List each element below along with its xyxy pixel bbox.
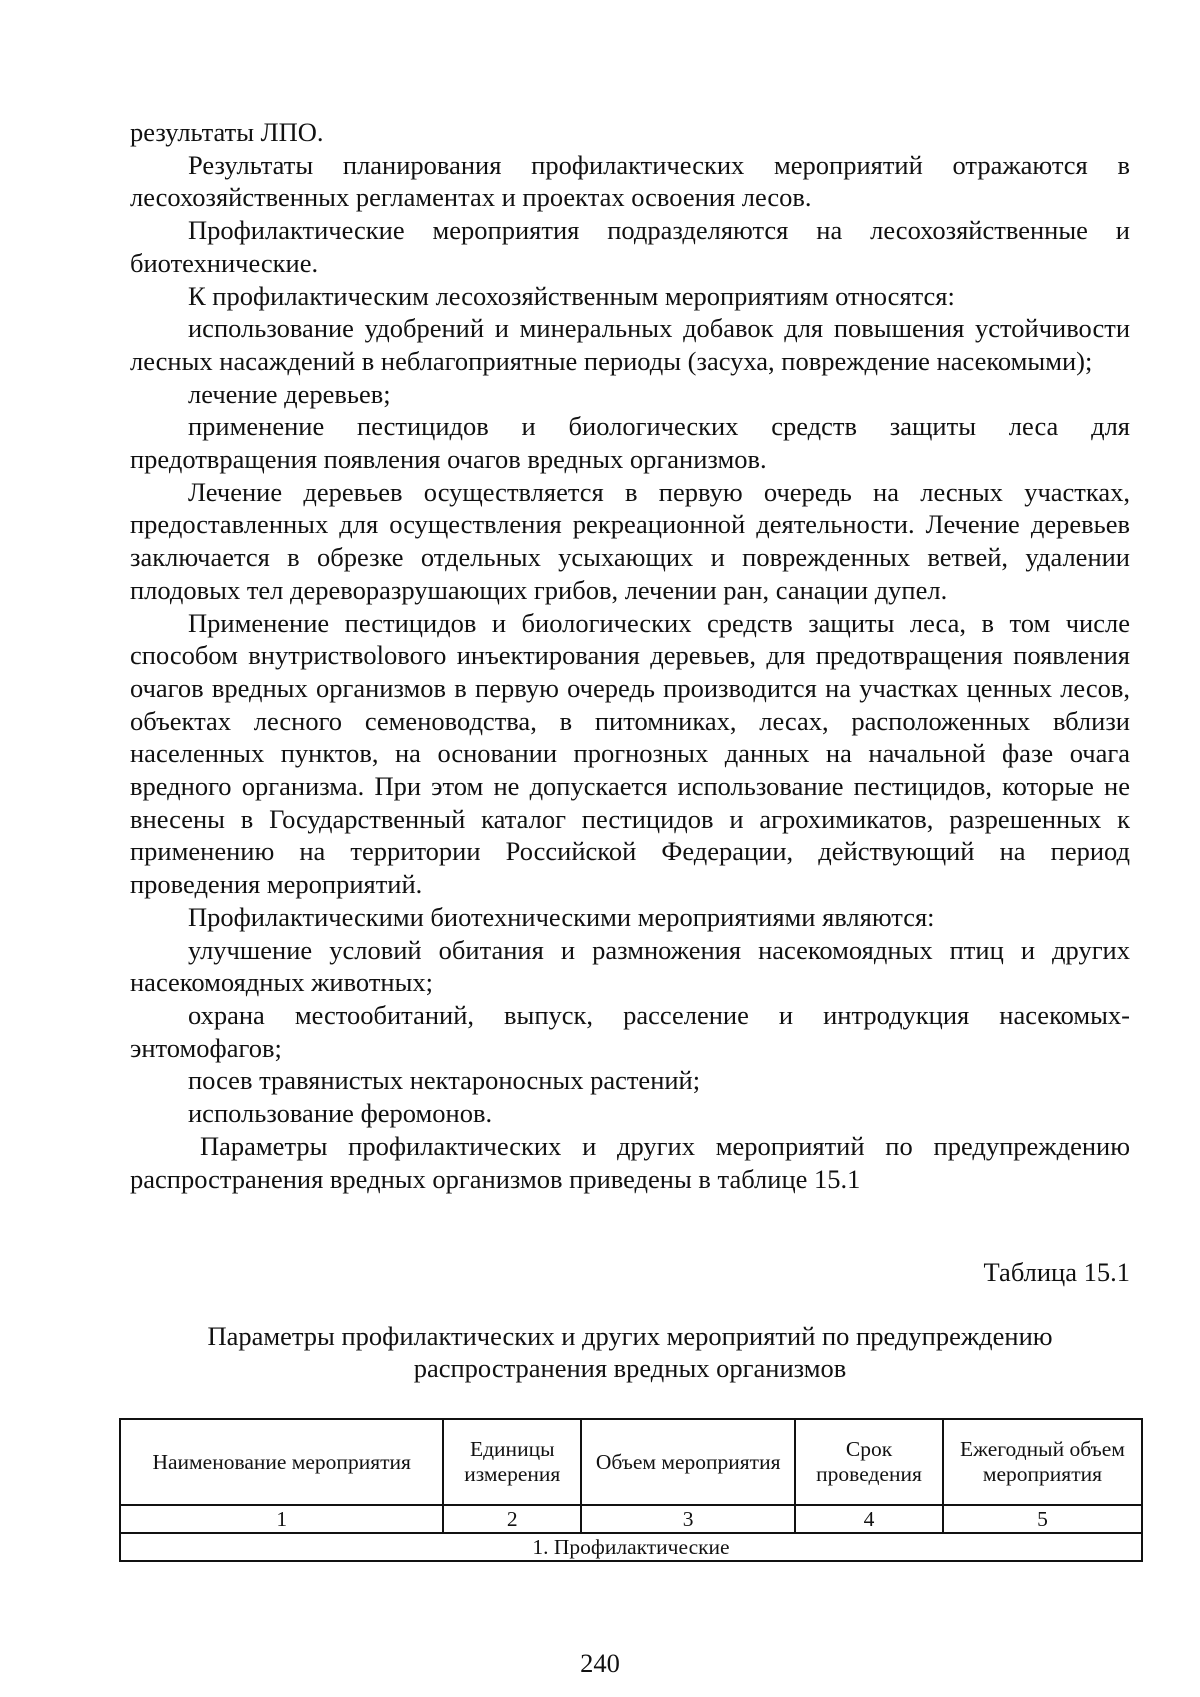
body-text (130, 116, 1130, 1195)
section-title-cell: 1. Профилактические (120, 1533, 1142, 1561)
paragraph: использование феромонов. (188, 1098, 493, 1129)
column-number-cell: 3 (581, 1505, 795, 1533)
table-title-line-2: распространения вредных организмов (413, 1353, 847, 1383)
paragraph: лечение деревьев; (188, 378, 391, 409)
paragraph: Результаты планирования профилактических мероприятий отражаются в лесохозяйственных регламентах и проектах освоения лесов. (130, 149, 1130, 213)
parameters-table (119, 1418, 1143, 1562)
paragraph: Профилактическими биотехническими мероприятиями являются: (188, 901, 935, 932)
header-cell-annual-volume: Ежегодный объем мероприятия (943, 1419, 1142, 1505)
column-number-cell: 4 (795, 1505, 943, 1533)
header-cell-period: Срок проведения (795, 1419, 943, 1505)
paragraph: Профилактические мероприятия подразделяются на лесохозяйственные и биотехнические. (130, 215, 1130, 278)
table-column-numbers-row (120, 1505, 1142, 1533)
table-caption: Таблица 15.1 (983, 1257, 1130, 1287)
header-cell-volume: Объем мероприятия (581, 1419, 795, 1505)
page-number: 240 (580, 1648, 620, 1678)
table-section-row (120, 1533, 1142, 1561)
paragraph: применение пестицидов и биологических средств защиты леса для предотвращения появления очагов вредных организмов. (130, 411, 1130, 475)
table-title (130, 1320, 1130, 1384)
paragraph: использование удобрений и минеральных добавок для повышения устойчивости лесных насаждений в неблагоприятные периоды (засуха, повреждение насекомыми); (130, 313, 1130, 376)
header-cell-name: Наименование мероприятия (120, 1419, 443, 1505)
column-number-cell: 5 (943, 1505, 1142, 1533)
column-number-cell: 2 (443, 1505, 581, 1533)
paragraph: Применение пестицидов и биологических средств защиты леса, в том числе способом внутриствolового инъектирования деревьев, для предотвращения появления очагов вредных организмов в первую очередь производится на участках ценных лесов, объектах лесного семеноводства, в питомниках, лесах, расположенных вблизи населенных пунктов, на основании прогнозных данных на начальной фазе очага вредного организма. При этом не допускается использование пестицидов, которые не внесены в Государственный каталог пестицидов и агрохимикатов, разрешенных к применению на территории Российской Федерации, действующий на период проведения мероприятий. (130, 607, 1130, 900)
table-title-line-1: Параметры профилактических и других мероприятий по предупреждению (207, 1321, 1053, 1351)
paragraph: Параметры профилактических и других мероприятий по предупреждению распространения вредных организмов приведены в таблице 15.1 (130, 1130, 1130, 1194)
header-cell-units: Единицы измерения (443, 1419, 581, 1505)
paragraph: результаты ЛПО. (130, 117, 324, 147)
paragraph: улучшение условий обитания и размножения насекомоядных птиц и других насекомоядных животных; (130, 934, 1130, 998)
column-number-cell: 1 (120, 1505, 443, 1533)
table-header-row (120, 1419, 1142, 1505)
paragraph: К профилактическим лесохозяйственным мероприятиям относятся: (188, 280, 955, 311)
paragraph: охрана местообитаний, выпуск, расселение и интродукция насекомых-энтомофагов; (130, 999, 1130, 1063)
paragraph: Лечение деревьев осуществляется в первую очередь на лесных участках, предоставленных для осуществления рекреационной деятельности. Лечение деревьев заключается в обрезке отдельных усыхающих и поврежденных ветвей, удалении плодовых тел дереворазрушающих грибов, лечении ран, санации дупел. (130, 476, 1130, 605)
paragraph: посев травянистых нектароносных растений; (188, 1065, 701, 1096)
